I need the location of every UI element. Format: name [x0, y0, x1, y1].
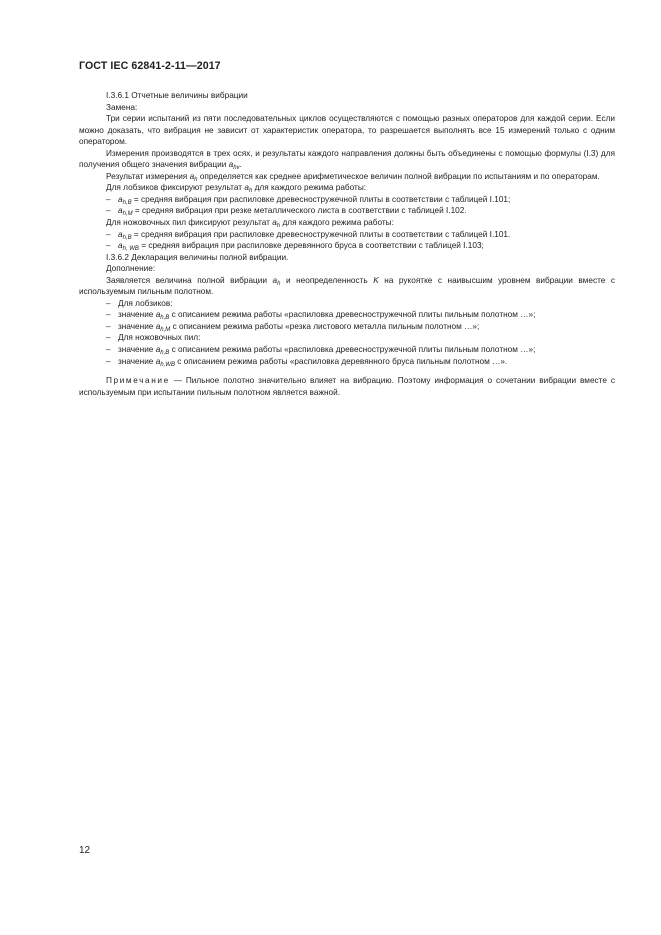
list-item: – $a_{h,B}$ = средняя вибрация при распиловке древесностружечной плиты в соответствии с таблицей I.101;: [106, 194, 511, 206]
document-body: [79, 90, 615, 398]
section-title: I.3.6.2 Декларация величины полной вибрации.: [106, 252, 289, 262]
document-header: ГОСТ IEC 62841-2-11—2017: [79, 60, 221, 72]
section-title: I.3.6.1 Отчетные величины вибрации: [106, 91, 248, 100]
list-item: – $a_{h,B}$ = средняя вибрация при распиловке древесностружечной плиты в соответствии с таблицей I.101.: [106, 229, 511, 241]
paragraph: Измерения производятся в трех осях, и результаты каждого направления должны быть объединены с помощью формулы (I.3) для получения общего значения вибрации $a_{hv}$.: [79, 148, 615, 172]
list-item: – значение $a_{h,WB}$ с описанием режима работы «распиловка деревянного бруса пильным полотном …».: [106, 356, 508, 368]
list-item: – Для лобзиков:: [106, 298, 173, 308]
list-item: – $a_{h, WB}$ = средняя вибрация при распиловке деревянного бруса в соответствии с таблицей I.103;: [106, 241, 484, 253]
list-item: – Для ножовочных пил:: [106, 333, 201, 343]
add-label: Дополнение:: [106, 264, 156, 274]
note-label: Примечание: [106, 376, 170, 386]
page-number: 12: [79, 845, 91, 856]
list-item: – $a_{h,M}$ = средняя вибрация при резке металлического листа в соответствии с таблицей I.102.: [106, 206, 467, 218]
paragraph: Заявляется величина полной вибрации $a_h$ и неопределенность K на рукоятке с наивысшим уровнем вибрации вместе с используемым пильным полотном.: [79, 275, 615, 297]
paragraph: Результат измерения $a_h$ определяется как среднее арифметическое величин полной вибрации по испытаниям и по операторам.: [106, 171, 600, 183]
list-item: – значение $a_{h,M}$ с описанием режима работы «резка листового металла пильным полотном …»;: [106, 321, 480, 333]
replace-label: Замена:: [106, 102, 138, 112]
list-item: – значение $a_{h,B}$ с описанием режима работы «распиловка древесностружечной плиты пильным полотном …»;: [106, 310, 536, 322]
note: [79, 375, 615, 398]
note-text: — Пильное полотно значительно влияет на вибрацию. Поэтому информация о сочетании вибрации вместе с используемым при испытании пильным полотном является важной.: [79, 376, 615, 397]
paragraph: Для лобзиков фиксируют результат $a_h$ для каждого режима работы:: [106, 183, 367, 195]
paragraph: Три серии испытаний из пяти последовательных циклов осуществляются с помощью разных операторов для каждой серии. Если можно доказать, что вибрация не зависит от характеристик оператора, то разрешается выполнять все 15 измерений только с одним оператором.: [79, 114, 615, 147]
list-item: – значение $a_{h,B}$ с описанием режима работы «распиловка древесностружечной плиты пильным полотном …»;: [106, 345, 536, 357]
paragraph: Для ножовочных пил фиксируют результат $a_h$ для каждого режима работы:: [106, 218, 394, 230]
